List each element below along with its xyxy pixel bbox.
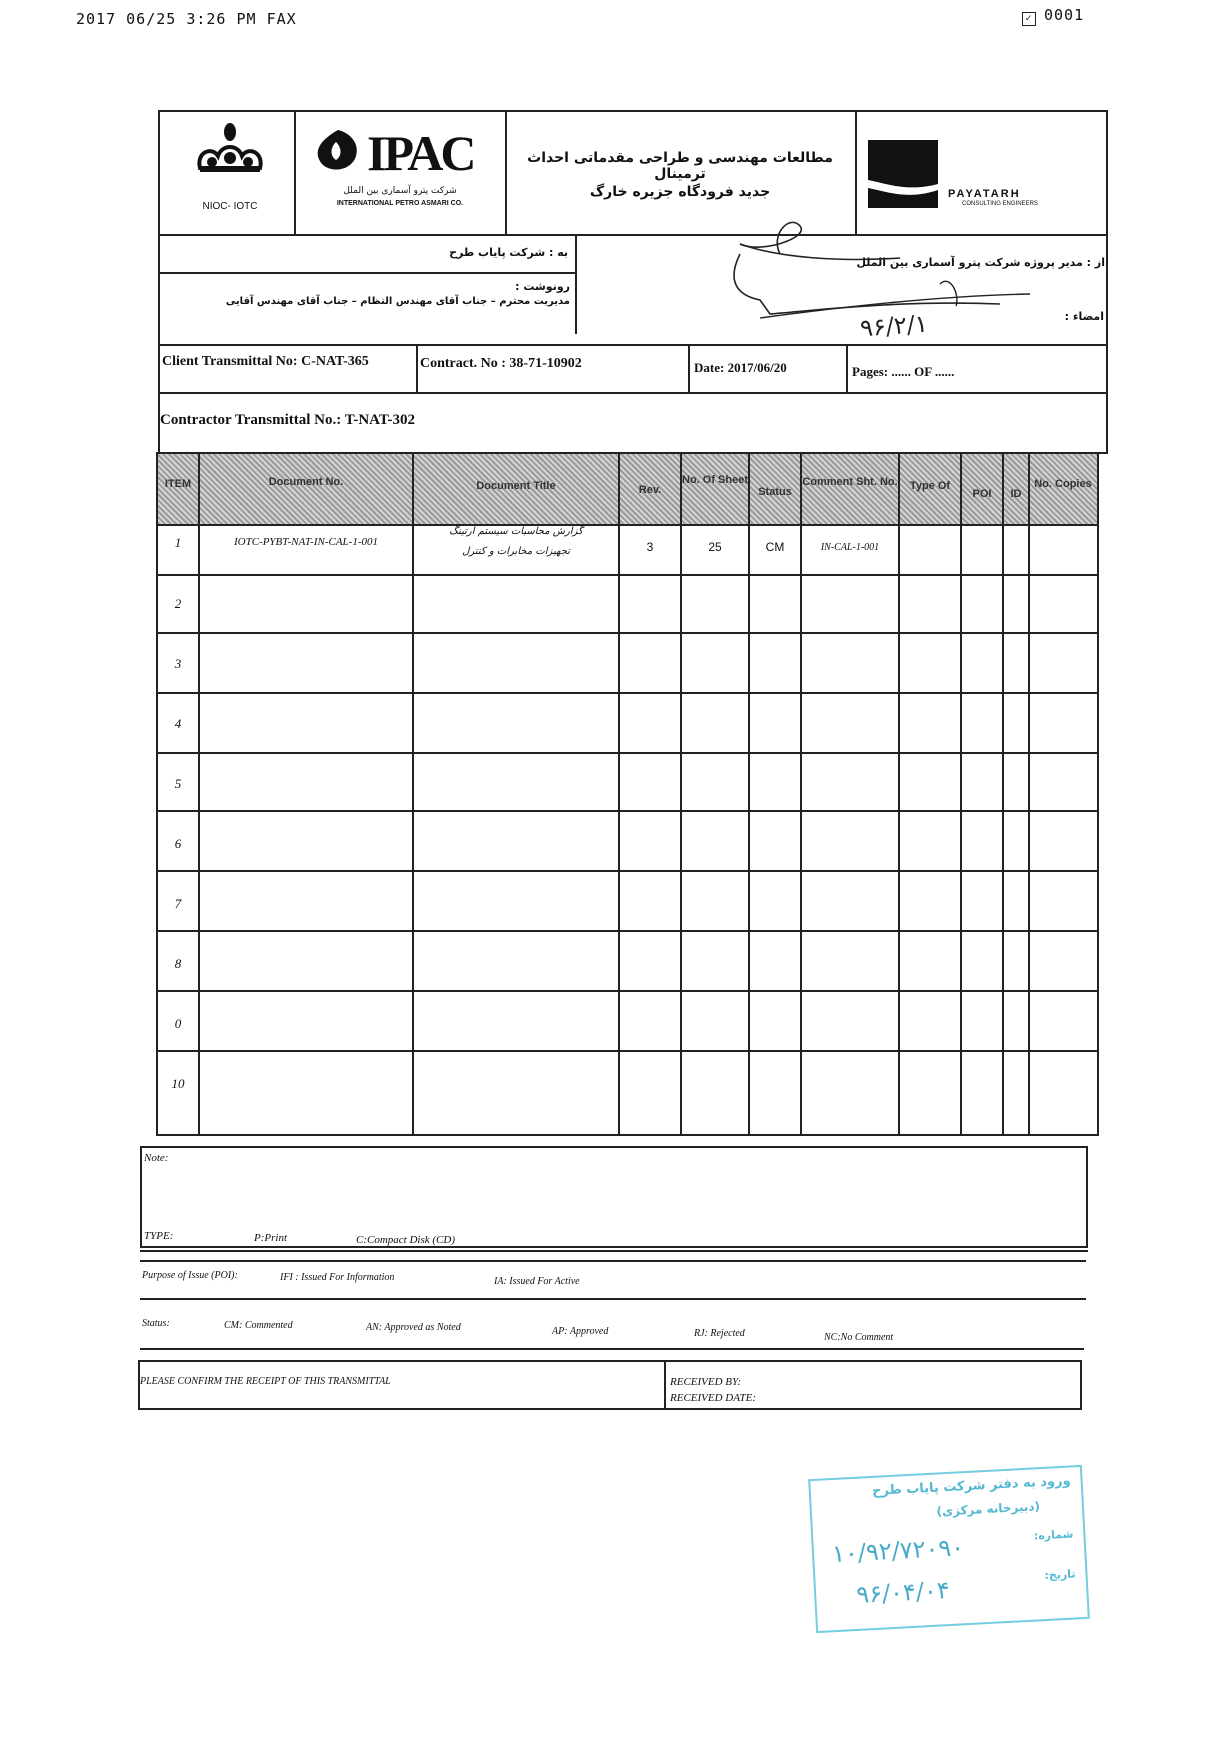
header-status: Status xyxy=(758,486,792,498)
contract-no: Contract. No : 38-71-10902 xyxy=(420,356,582,371)
note-label: Note: xyxy=(144,1152,169,1164)
status-nc: NC:No Comment xyxy=(824,1332,894,1343)
header-copies: No. Copies xyxy=(1034,478,1092,490)
header-item: ITEM xyxy=(164,478,192,490)
stamp-line1: ورود به دفتر شرکت پایاب طرح xyxy=(871,1473,1072,1499)
client-transmittal: Client Transmittal No: C-NAT-365 xyxy=(162,354,369,369)
header-id: ID xyxy=(1010,488,1022,500)
table-row-item: 6 xyxy=(174,836,182,851)
fax-header-left: 2017 06/25 3:26 PM FAX xyxy=(76,10,297,28)
status-cm: CM: Commented xyxy=(224,1320,293,1331)
stamp-number-label: شماره: xyxy=(1033,1527,1074,1543)
stamp-date: ۹۶/۰۴/۰۴ xyxy=(855,1576,951,1609)
payatarh-logo xyxy=(868,140,938,213)
status-label: Status: xyxy=(142,1318,170,1329)
to-line: به : شرکت پایاب طرح xyxy=(449,246,568,259)
ipac-logo xyxy=(308,126,366,181)
row1-doc-no: IOTC-PYBT-NAT-IN-CAL-1-001 xyxy=(233,536,379,548)
type-label: TYPE: xyxy=(144,1230,174,1242)
header-rev: Rev. xyxy=(638,484,662,496)
header-poi: POI xyxy=(972,488,992,500)
poi-label: Purpose of Issue (POI): xyxy=(142,1270,238,1281)
header-document-title: Document Title xyxy=(476,480,556,492)
signature-label: امضاء : xyxy=(1064,310,1104,323)
type-cd: C:Compact Disk (CD) xyxy=(356,1234,455,1246)
status-rj: RJ: Rejected xyxy=(694,1328,745,1339)
table-row-item: 4 xyxy=(174,716,182,731)
table-row-item: 8 xyxy=(174,956,182,971)
header-sheets: No. Of Sheet xyxy=(682,474,749,486)
contractor-transmittal: Contractor Transmittal No.: T-NAT-302 xyxy=(160,412,415,428)
cc-label: رونوشت : xyxy=(515,280,570,293)
handwritten-number: ۹۶/۲/۱ xyxy=(859,309,929,343)
status-ap: AP: Approved xyxy=(552,1326,609,1337)
header-document-no: Document No. xyxy=(268,476,344,488)
row1-title-line2: تجهیزات مخابرات و کنترل xyxy=(462,546,570,557)
nioc-logo xyxy=(190,122,270,182)
table-row-item: 7 xyxy=(174,896,182,911)
received-by: RECEIVED BY: xyxy=(670,1376,742,1388)
nioc-caption: NIOC- IOTC xyxy=(202,201,258,212)
table-row-item: 5 xyxy=(174,776,182,791)
row1-rev: 3 xyxy=(646,540,654,554)
stamp-number: ۱۰/۹۲/۷۲۰۹۰ xyxy=(831,1533,965,1569)
type-print: P:Print xyxy=(254,1232,287,1244)
ipac-logo-text: IPAC xyxy=(367,125,474,181)
project-title-line1: مطالعات مهندسی و طراحی مقدماتی احداث ترمینال xyxy=(527,150,833,182)
table-row-item: 2 xyxy=(174,596,182,611)
project-title-line2: جدید فرودگاه جزیره خارگ xyxy=(589,184,771,200)
row1-title-line1: گزارش محاسبات سیستم ارتینگ xyxy=(449,526,583,537)
payatarh-sub: CONSULTING ENGINEERS xyxy=(962,201,1038,207)
received-date: RECEIVED DATE: xyxy=(670,1392,757,1404)
fax-header-right xyxy=(1022,6,1084,26)
fax-page-number: 0001 xyxy=(1044,6,1085,24)
header-type: Type Of xyxy=(909,480,951,492)
table-row-item: 3 xyxy=(174,656,182,671)
row1-comment-sheet: IN-CAL-1-001 xyxy=(820,542,880,553)
confirm-text: PLEASE CONFIRM THE RECEIPT OF THIS TRANSMITTAL xyxy=(140,1376,391,1387)
row1-sheets: 25 xyxy=(708,540,722,554)
from-line: از : مدیر پروژه شرکت پترو آسماری بین الملل xyxy=(856,256,1105,269)
row1-status: CM xyxy=(765,540,785,554)
stamp-date-label: تاریخ: xyxy=(1044,1567,1076,1583)
poi-ifi: IFI : Issued For Information xyxy=(280,1272,395,1283)
status-an: AN: Approved as Noted xyxy=(366,1322,461,1333)
pages: Pages: ...... OF ...... xyxy=(852,364,955,379)
receipt-stamp xyxy=(808,1465,1090,1633)
poi-ia: IA: Issued For Active xyxy=(494,1276,580,1287)
table-row-item: 10 xyxy=(171,1076,185,1091)
ipac-en-name: INTERNATIONAL PETRO ASMARI CO. xyxy=(336,200,464,207)
document-table xyxy=(156,452,1099,1136)
payatarh-name: PAYATARH xyxy=(948,188,1021,200)
ipac-fa-name: شرکت پترو آسماری بین الملل xyxy=(343,186,457,196)
date: Date: 2017/06/20 xyxy=(694,360,787,375)
header-comment: Comment Sht. No. xyxy=(802,476,898,488)
checkbox-icon: ✓ xyxy=(1022,12,1036,26)
table-row-item: 0 xyxy=(174,1016,182,1031)
stamp-line2: (دبیرخانه مرکزی) xyxy=(936,1499,1041,1519)
cc-text: مدیریت محترم – جناب آقای مهندس التظام – جناب آقای مهندس آقایی xyxy=(225,296,570,307)
table-row-item: 1 xyxy=(174,535,182,550)
